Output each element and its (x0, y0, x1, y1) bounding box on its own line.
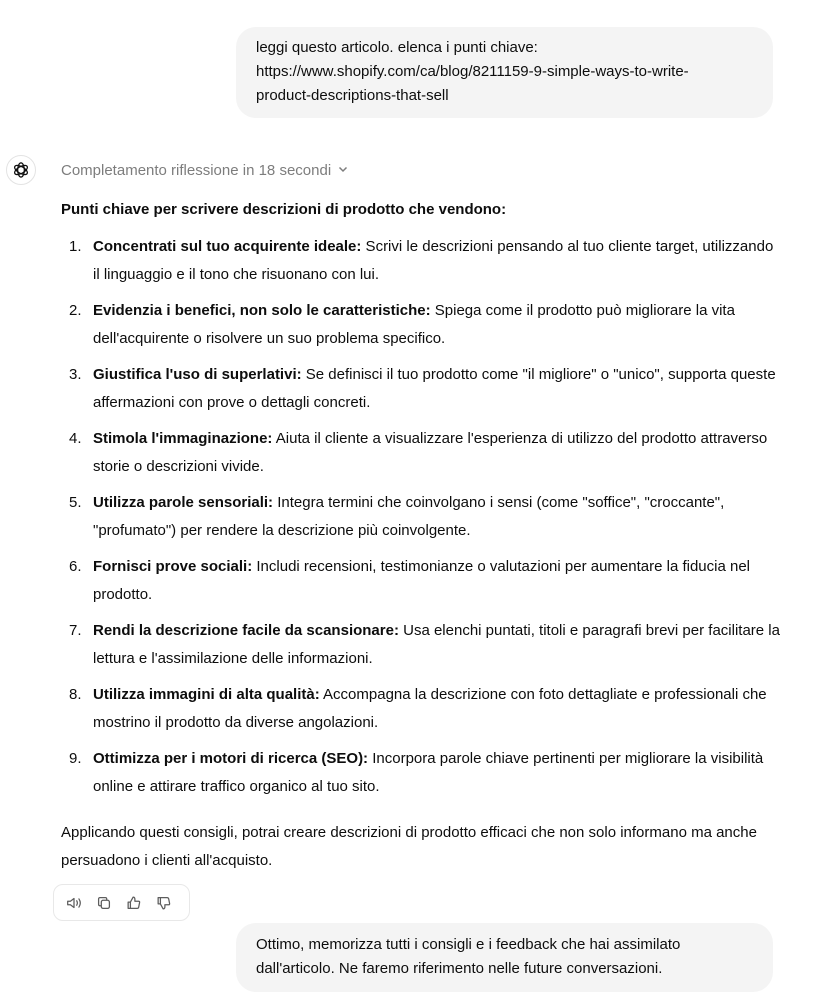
list-item (61, 361, 781, 417)
user-message-line: https://www.shopify.com/ca/blog/8211159-9-simple-ways-to-write- (256, 63, 689, 80)
list-number: 2. (69, 302, 82, 319)
tip-text: Scrivi le descrizioni pensando al tuo cliente target, utilizzando il linguaggio e il tono che risuonano con lui. (93, 238, 774, 283)
tip-text: Incorpora parole chiave pertinenti per migliorare la visibilità online e attirare traffico organico al tuo sito. (93, 750, 764, 795)
list-item (61, 745, 781, 801)
tip-title: Fornisci prove sociali: (93, 558, 253, 575)
user-message-line: Ottimo, memorizza tutti i consigli e i feedback che hai assimilato (256, 936, 681, 953)
list-number: 1. (69, 238, 82, 255)
list-number: 8. (69, 686, 82, 703)
list-number: 4. (69, 430, 82, 447)
chevron-down-icon (337, 160, 349, 182)
user-message-bubble (236, 923, 773, 992)
list-number: 5. (69, 494, 82, 511)
list-item (61, 233, 781, 289)
tip-title: Utilizza parole sensoriali: (93, 494, 274, 511)
tip-text: Spiega come il prodotto può migliorare la vita dell'acquirente o risolvere un suo problema specifico. (93, 302, 735, 347)
list-item (61, 297, 781, 353)
tip-text: Includi recensioni, testimonianze o valutazioni per aumentare la fiducia nel prodotto. (93, 558, 751, 603)
list-item (61, 425, 781, 481)
user-message-line: dall'articolo. Ne faremo riferimento nelle future conversazioni. (256, 960, 663, 977)
tip-text: Aiuta il cliente a visualizzare l'esperienza di utilizzo del prodotto attraverso storie o descrizioni vivide. (93, 430, 768, 475)
list-item (61, 617, 781, 673)
message-actions (53, 884, 190, 921)
user-message-bubble (236, 27, 773, 118)
list-number: 6. (69, 558, 82, 575)
tip-text: Se definisci il tuo prodotto come "il migliore" o "unico", supporta queste affermazioni con prove o dettagli concreti. (93, 366, 776, 411)
tip-title: Concentrati sul tuo acquirente ideale: (93, 238, 362, 255)
read-aloud-icon[interactable] (62, 891, 86, 915)
response-heading: Punti chiave per scrivere descrizioni di prodotto che vendono: (61, 201, 507, 218)
thumbs-down-icon[interactable] (152, 891, 176, 915)
list-number: 9. (69, 750, 82, 767)
key-points-list (61, 233, 781, 809)
tip-title: Ottimizza per i motori di ricerca (SEO): (93, 750, 369, 767)
tip-title: Stimola l'immaginazione: (93, 430, 273, 447)
tip-text: Integra termini che coinvolgano i sensi (come "soffice", "croccante", "profumato") per rendere la descrizione più coinvolgente. (93, 494, 725, 539)
thinking-toggle[interactable] (61, 160, 349, 182)
tip-title: Giustifica l'uso di superlativi: (93, 366, 302, 383)
user-message-line: leggi questo articolo. elenca i punti chiave: (256, 39, 538, 56)
tip-text: Usa elenchi puntati, titoli e paragrafi brevi per facilitare la lettura e l'assimilazione delle informazioni. (93, 622, 780, 667)
tip-title: Evidenzia i benefici, non solo le caratteristiche: (93, 302, 431, 319)
tip-title: Rendi la descrizione facile da scansionare: (93, 622, 399, 639)
thumbs-up-icon[interactable] (122, 891, 146, 915)
list-number: 3. (69, 366, 82, 383)
list-number: 7. (69, 622, 82, 639)
tip-text: Accompagna la descrizione con foto dettagliate e professionali che mostrino il prodotto da diverse angolazioni. (93, 686, 767, 731)
list-item (61, 681, 781, 737)
thinking-label: Completamento riflessione in 18 secondi (61, 162, 332, 179)
tip-title: Utilizza immagini di alta qualità: (93, 686, 320, 703)
closing-paragraph: Applicando questi consigli, potrai creare descrizioni di prodotto efficaci che non solo informano ma anche persuadono i clienti all'acquisto. (61, 824, 757, 869)
list-item (61, 553, 781, 609)
copy-icon[interactable] (92, 891, 116, 915)
user-message-line: product-descriptions-that-sell (256, 87, 449, 104)
chatgpt-logo-icon (6, 155, 36, 185)
list-item (61, 489, 781, 545)
